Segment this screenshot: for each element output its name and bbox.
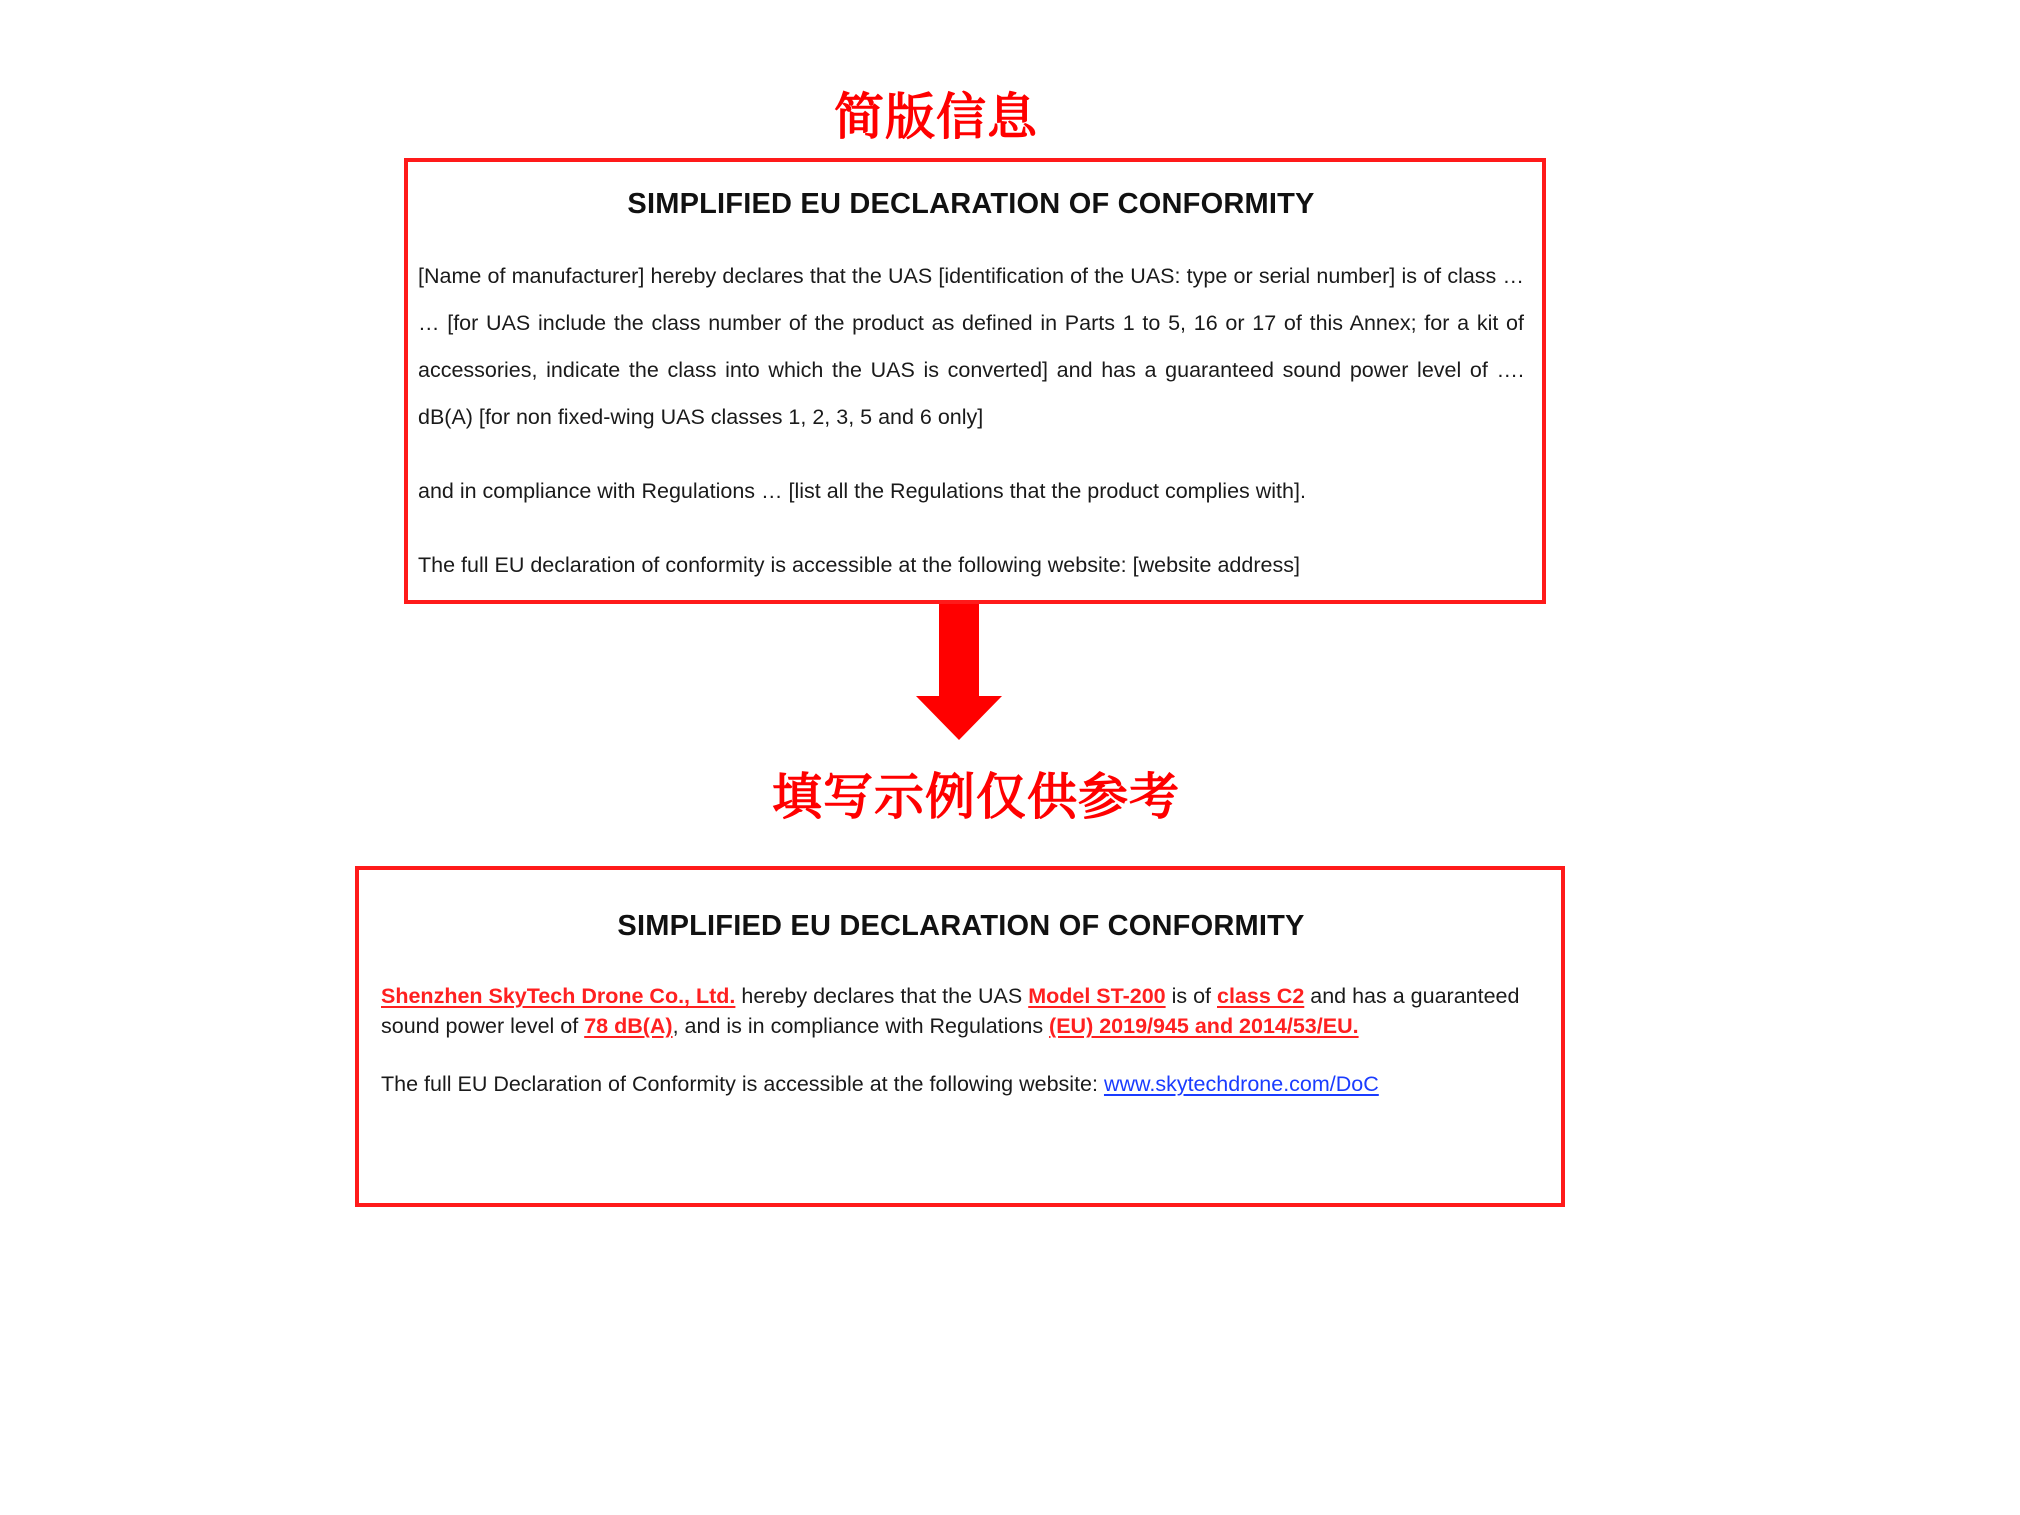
declaration-text-1: hereby declares that the UAS bbox=[735, 984, 1029, 1008]
website-link[interactable]: www.skytechdrone.com/DoC bbox=[1103, 1072, 1379, 1096]
template-paragraph-1: [Name of manufacturer] hereby declares that the UAS [identification of the UAS: type or serial number] is of class … … [for UAS include the class number of the product as defined in Parts 1 to 5, 16 or 17 of this Annex; for a kit of accessories, indicate the class into which the UAS is converted] and has a guaranteed sound power level of …. dB(A) [for non fixed-wing UAS classes 1, 2, 3, 5 and 6 only] bbox=[418, 264, 1524, 429]
example-declaration-paragraph bbox=[381, 981, 1541, 1041]
example-reference-heading: 填写示例仅供参考 bbox=[772, 768, 1180, 826]
example-declaration-box bbox=[355, 866, 1565, 1207]
sound-power-level: 78 dB(A) bbox=[584, 1014, 673, 1038]
declaration-text-3: and has a guaranteed sound power level of bbox=[381, 984, 1520, 1038]
example-website-paragraph bbox=[381, 1069, 1541, 1099]
simplified-info-heading: 简版信息 bbox=[834, 88, 1038, 146]
uas-model: Model ST-200 bbox=[1028, 984, 1166, 1008]
down-arrow-icon bbox=[916, 604, 1002, 740]
example-title: SIMPLIFIED EU DECLARATION OF CONFORMITY bbox=[617, 910, 1305, 942]
manufacturer-name: Shenzhen SkyTech Drone Co., Ltd. bbox=[381, 984, 736, 1008]
uas-class: class C2 bbox=[1217, 984, 1305, 1008]
template-title: SIMPLIFIED EU DECLARATION OF CONFORMITY bbox=[627, 188, 1315, 220]
website-text: The full EU Declaration of Conformity is accessible at the following website: bbox=[381, 1072, 1104, 1096]
template-paragraph-2: and in compliance with Regulations … [list all the Regulations that the product complies with]. bbox=[418, 479, 1306, 503]
template-declaration-box bbox=[404, 158, 1546, 604]
declaration-text-4: , and is in compliance with Regulations bbox=[672, 1014, 1050, 1038]
declaration-text-2: is of bbox=[1165, 984, 1218, 1008]
regulations: (EU) 2019/945 and 2014/53/EU. bbox=[1049, 1014, 1359, 1038]
template-paragraph-3: The full EU declaration of conformity is accessible at the following website: [website address] bbox=[418, 553, 1300, 577]
